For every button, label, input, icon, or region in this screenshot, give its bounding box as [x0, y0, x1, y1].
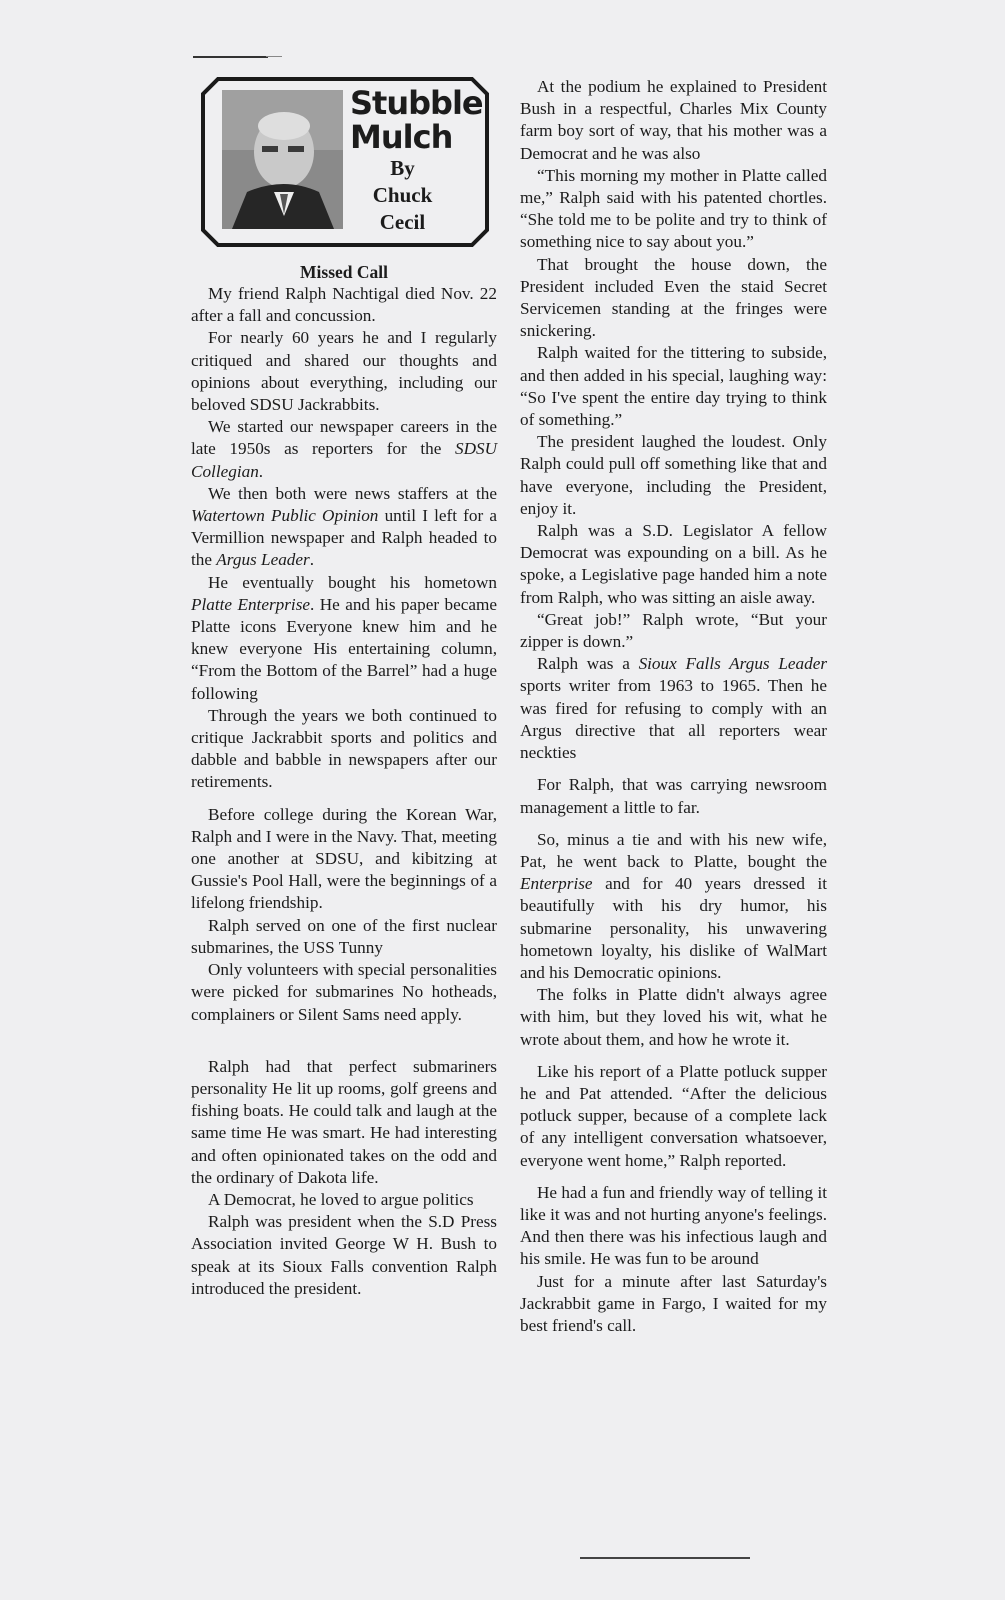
paragraph: The folks in Platte didn't always agree with him, but they loved his wit, what he wrote about them, and how he wrote it. — [520, 985, 827, 1049]
paragraph: He eventually bought his hometown Platte Enterprise. He and his paper became Platte icons Everyone knew him and he knew everyone His entertaining column, “From the Bottom of the Barrel” had a huge following — [191, 572, 497, 703]
paragraph: We started our newspaper careers in the late 1950s as reporters for the SDSU Collegian. — [191, 417, 498, 481]
publication-name: Argus Leader — [216, 550, 310, 570]
author-portrait-icon — [222, 90, 343, 229]
paragraph: For Ralph, that was carrying newsroom management a little to far. — [520, 775, 827, 817]
paragraph: Just for a minute after last Saturday's Jackrabbit game in Fargo, I waited for my best friend's call. — [520, 1271, 827, 1335]
paragraph: That brought the house down, the President included Even the staid Secret Servicemen standing at the fringes were snickering. — [520, 254, 827, 341]
article-column-right — [520, 76, 827, 1337]
paragraph: Like his report of a Platte potluck supper he and Pat attended. “After the delicious potluck supper, because of a complete lack of any intelligent conversation whatsoever, everyone went home,” Ralph reported. — [520, 1061, 827, 1170]
paragraph: For nearly 60 years he and I regularly critiqued and shared our thoughts and opinions about everything, including our beloved SDSU Jackrabbits. — [191, 328, 497, 415]
byline-by: By — [390, 156, 415, 180]
top-rule — [193, 56, 268, 58]
paragraph: At the podium he explained to President Bush in a respectful, Charles Mix County farm boy sort of way, that his mother was a Democrat and he was also — [520, 77, 827, 163]
paragraph: “Great job!” Ralph wrote, “But your zipper is down.” — [520, 609, 827, 652]
byline-author-last: Cecil — [379, 210, 426, 234]
paragraph: The president laughed the loudest. Only Ralph could pull off something like that and have everyone, including the President, enjoy it. — [520, 432, 827, 518]
publication-name: SDSU Collegian — [191, 439, 498, 481]
logo-text — [350, 86, 485, 235]
paragraph: A Democrat, he loved to argue politics — [208, 1189, 474, 1209]
paragraph: Ralph was a S.D. Legislator A fellow Democrat was expounding on a bill. As he spoke, a Legislative page handed him a note from Ralph, who was sitting an aisle away. — [520, 521, 827, 607]
paragraph: Ralph served on one of the first nuclear submarines, the USS Tunny — [191, 915, 497, 957]
article-column-left — [191, 262, 497, 1300]
paragraph: So, minus a tie and with his new wife, Pat, he went back to Platte, bought the Enterprise and for 40 years dressed it beautifully with his dry humor, his submarine personality, his unwavering hometown loyalty, his dislike of WalMart and his Democratic opinions. — [520, 829, 828, 982]
publication-name: Platte Enterprise — [191, 594, 311, 614]
publication-name: Enterprise — [520, 874, 593, 894]
logo-word-mulch: Mulch — [350, 118, 453, 156]
logo-word-stubble: Stubble — [350, 84, 483, 122]
paragraph: Ralph waited for the tittering to subside, and then added in his special, laughing way: “So I've spent the entire day trying to think of something.” — [520, 343, 827, 430]
article-headline: Missed Call — [300, 262, 388, 282]
paragraph: “This morning my mother in Platte called me,” Ralph said with his patented chortles. “She told me to be polite and try to think of something nice to say about you.” — [520, 165, 827, 252]
column-logo — [200, 76, 490, 248]
paragraph: Ralph was president when the S.D Press Association invited George W H. Bush to speak at its Sioux Falls convention Ralph introduced the president. — [191, 1212, 497, 1298]
publication-name: Watertown Public Opinion — [191, 506, 379, 526]
end-rule — [580, 1557, 750, 1559]
paragraph: Before college during the Korean War, Ralph and I were in the Navy. That, meeting one another at SDSU, and kibitzing at Gussie's Pool Hall, were the beginnings of a lifelong friendship. — [191, 804, 497, 913]
paragraph: He had a fun and friendly way of telling it like it was and not hurting anyone's feelings. And then there was his infectious laugh and his smile. He was fun to be around — [520, 1182, 827, 1269]
paragraph: Ralph had that perfect submariners personality He lit up rooms, golf greens and fishing boats. He could talk and laugh at the same time He was smart. He had interesting and often opinionated takes on the odd and the ordinary of Dakota life. — [191, 1056, 497, 1187]
paragraph: Only volunteers with special personalities were picked for submarines No hotheads, complainers or Silent Sams need apply. — [191, 960, 497, 1024]
paragraph: We then both were news staffers at the Watertown Public Opinion until I left for a Vermillion newspaper and Ralph headed to the Argus Leader. — [191, 483, 498, 570]
paragraph: Through the years we both continued to critique Jackrabbit sports and politics and dabble and babble in newspapers after our retirements. — [191, 705, 497, 792]
paragraph: My friend Ralph Nachtigal died Nov. 22 after a fall and concussion. — [191, 284, 497, 326]
publication-name: Sioux Falls Argus Leader — [638, 654, 828, 674]
byline-author-first: Chuck — [372, 183, 433, 207]
top-rule-extension — [266, 56, 282, 57]
paragraph: Ralph was a Sioux Falls Argus Leader sports writer from 1963 to 1965. Then he was fired for refusing to comply with an Argus directive that all reporters wear neckties — [520, 654, 828, 763]
